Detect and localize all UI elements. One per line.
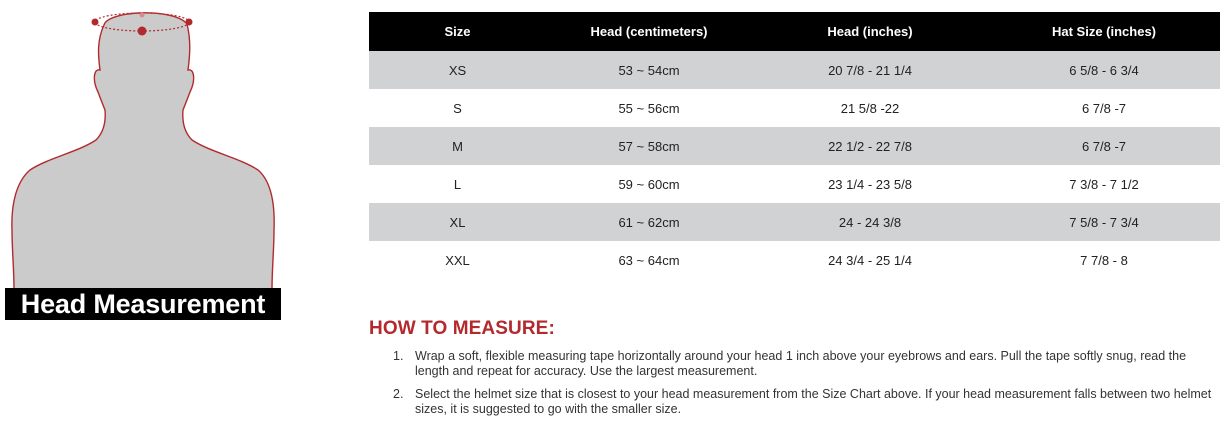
marker-front	[138, 27, 147, 36]
cell-head-cm: 61 ~ 62cm	[546, 203, 752, 241]
instruction-list	[393, 349, 1223, 425]
step-text: Wrap a soft, flexible measuring tape horizontally around your head 1 inch above your eyebrows and ears. Pull the tape softly snug, read the length and repeat for accuracy. Use the largest measurement.	[415, 349, 1187, 378]
cell-head-in: 24 - 24 3/8	[752, 203, 988, 241]
cell-head-in: 23 1/4 - 23 5/8	[828, 176, 912, 192]
header-head-cm: Head (centimeters)	[546, 12, 752, 51]
instruction-step	[393, 349, 1223, 379]
silhouette-body	[12, 13, 274, 290]
cell-head-cm: 57 ~ 58cm	[546, 127, 752, 165]
cell-hat-size: 6 7/8 -7	[988, 127, 1220, 165]
instruction-step	[393, 387, 1223, 417]
cell-size: XS	[369, 51, 546, 89]
table-row	[369, 51, 1220, 89]
header-hat-size: Hat Size (inches)	[988, 12, 1220, 51]
cell-hat-size: 7 5/8 - 7 3/4	[988, 203, 1220, 241]
cell-head-cm: 59 ~ 60cm	[618, 176, 680, 192]
cell-size: XL	[369, 203, 546, 241]
cell-head-in: 24 3/4 - 25 1/4	[828, 252, 912, 268]
table-row	[369, 127, 1220, 165]
cell-size: S	[453, 100, 462, 116]
marker-right	[186, 19, 193, 26]
cell-head-cm: 53 ~ 54cm	[546, 51, 752, 89]
table-row	[369, 203, 1220, 241]
cell-head-cm: 63 ~ 64cm	[618, 252, 680, 268]
cell-hat-size: 7 3/8 - 7 1/2	[1069, 176, 1139, 192]
table-row	[369, 241, 1220, 279]
figure-label: Head Measurement	[5, 288, 281, 320]
marker-top	[140, 13, 145, 18]
cell-head-cm: 55 ~ 56cm	[618, 100, 680, 116]
header-size: Size	[369, 12, 546, 51]
step-number: 2.	[393, 387, 404, 401]
cell-head-in: 21 5/8 -22	[840, 100, 900, 116]
cell-hat-size: 7 7/8 - 8	[1080, 252, 1128, 268]
cell-head-in: 20 7/8 - 21 1/4	[752, 51, 988, 89]
cell-size: M	[369, 127, 546, 165]
table-header-row	[369, 12, 1220, 51]
step-number: 1.	[393, 349, 404, 363]
cell-size: L	[453, 176, 462, 192]
how-to-measure-heading: HOW TO MEASURE:	[369, 318, 555, 339]
cell-size: XXL	[445, 252, 470, 268]
silhouette-illustration	[0, 0, 290, 322]
table-row	[369, 165, 1220, 203]
cell-hat-size: 6 7/8 -7	[1081, 100, 1127, 116]
head-measurement-figure	[0, 0, 290, 322]
cell-head-in: 22 1/2 - 22 7/8	[752, 127, 988, 165]
header-head-in: Head (inches)	[752, 12, 988, 51]
marker-left	[92, 19, 99, 26]
step-text: Select the helmet size that is closest to your head measurement from the Size Chart above. If your head measurement falls between two helmet sizes, it is suggested to go with the smaller size.	[415, 387, 1212, 416]
size-chart-table	[369, 12, 1220, 279]
cell-hat-size: 6 5/8 - 6 3/4	[988, 51, 1220, 89]
table-row	[369, 89, 1220, 127]
